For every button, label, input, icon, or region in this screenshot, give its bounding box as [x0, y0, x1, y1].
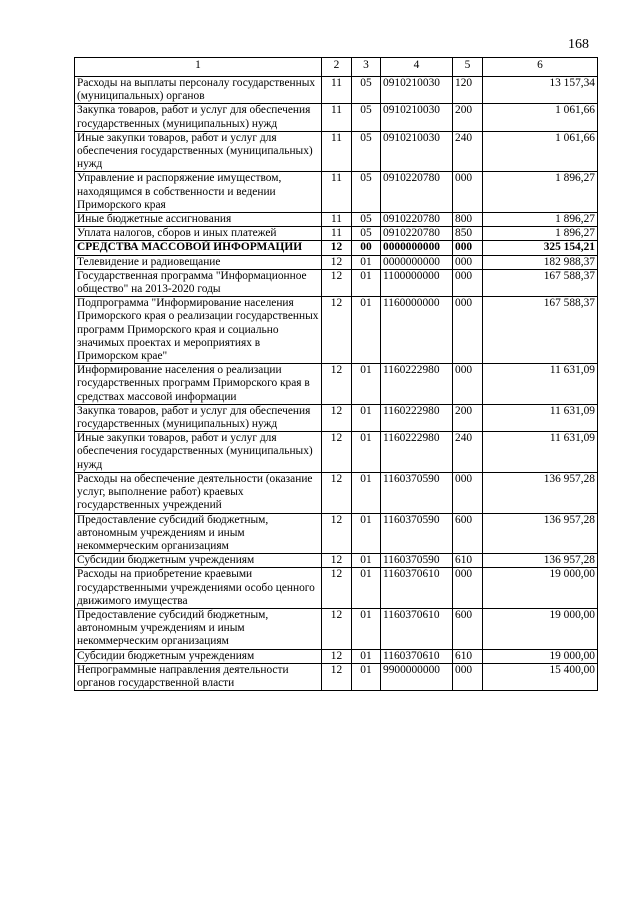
- row-section-cell: 12: [322, 432, 352, 473]
- row-type-cell: 610: [453, 649, 483, 663]
- row-subsection-cell: 01: [352, 608, 381, 649]
- row-subsection-cell: 05: [352, 227, 381, 241]
- row-name-cell: Предоставление субсидий бюджетным, автономным учреждениям и иным некоммерческим организациям: [75, 608, 322, 649]
- row-name-cell: Уплата налогов, сборов и иных платежей: [75, 227, 322, 241]
- row-type-cell: 000: [453, 172, 483, 213]
- row-section-cell: 11: [322, 172, 352, 213]
- row-code-cell: 9900000000: [381, 663, 453, 690]
- row-section-cell: 12: [322, 472, 352, 513]
- row-name-cell: Субсидии бюджетным учреждениям: [75, 649, 322, 663]
- row-subsection-cell: 01: [352, 364, 381, 405]
- table-row: [75, 364, 598, 405]
- row-code-cell: 1160370610: [381, 568, 453, 609]
- row-code-cell: 1160370610: [381, 608, 453, 649]
- row-type-cell: 240: [453, 131, 483, 172]
- table-row: [75, 404, 598, 431]
- row-amount-cell: 167 588,37: [483, 297, 598, 364]
- row-code-cell: 0910210030: [381, 131, 453, 172]
- table-row: [75, 608, 598, 649]
- row-subsection-cell: 01: [352, 472, 381, 513]
- row-code-cell: 0910220780: [381, 172, 453, 213]
- table-row: [75, 172, 598, 213]
- row-section-cell: 11: [322, 213, 352, 227]
- header-cell: 4: [381, 58, 453, 77]
- row-type-cell: 850: [453, 227, 483, 241]
- row-type-cell: 000: [453, 269, 483, 296]
- header-cell: 2: [322, 58, 352, 77]
- row-type-cell: 000: [453, 364, 483, 405]
- row-subsection-cell: 00: [352, 241, 381, 255]
- row-type-cell: 000: [453, 255, 483, 269]
- row-code-cell: 0000000000: [381, 241, 453, 255]
- row-subsection-cell: 05: [352, 172, 381, 213]
- row-name-cell: Предоставление субсидий бюджетным, автономным учреждениям и иным некоммерческим организациям: [75, 513, 322, 554]
- budget-table: [74, 57, 598, 691]
- table-row: [75, 513, 598, 554]
- row-section-cell: 12: [322, 404, 352, 431]
- row-subsection-cell: 01: [352, 432, 381, 473]
- row-subsection-cell: 01: [352, 255, 381, 269]
- row-code-cell: 1160370590: [381, 554, 453, 568]
- row-name-cell: Субсидии бюджетным учреждениям: [75, 554, 322, 568]
- table-row: [75, 131, 598, 172]
- row-section-cell: 11: [322, 131, 352, 172]
- row-section-cell: 12: [322, 364, 352, 405]
- row-amount-cell: 167 588,37: [483, 269, 598, 296]
- row-section-cell: 11: [322, 77, 352, 104]
- row-subsection-cell: 01: [352, 649, 381, 663]
- table-row: [75, 663, 598, 690]
- row-amount-cell: 15 400,00: [483, 663, 598, 690]
- table-row: [75, 554, 598, 568]
- row-subsection-cell: 01: [352, 663, 381, 690]
- row-code-cell: 1160222980: [381, 404, 453, 431]
- row-code-cell: 1160370590: [381, 472, 453, 513]
- row-code-cell: 1160000000: [381, 297, 453, 364]
- page-number: 168: [568, 37, 589, 52]
- row-subsection-cell: 01: [352, 269, 381, 296]
- row-name-cell: Иные закупки товаров, работ и услуг для обеспечения государственных (муниципальных) нужд: [75, 131, 322, 172]
- table-row: [75, 255, 598, 269]
- row-section-cell: 12: [322, 663, 352, 690]
- row-section-cell: 12: [322, 649, 352, 663]
- row-type-cell: 120: [453, 77, 483, 104]
- row-section-cell: 12: [322, 554, 352, 568]
- row-subsection-cell: 05: [352, 104, 381, 131]
- table-row: [75, 241, 598, 255]
- table-row: [75, 297, 598, 364]
- row-name-cell: Иные закупки товаров, работ и услуг для обеспечения государственных (муниципальных) нужд: [75, 432, 322, 473]
- row-name-cell: СРЕДСТВА МАССОВОЙ ИНФОРМАЦИИ: [75, 241, 322, 255]
- row-type-cell: 200: [453, 404, 483, 431]
- row-amount-cell: 19 000,00: [483, 608, 598, 649]
- header-cell: 6: [483, 58, 598, 77]
- row-name-cell: Непрограммные направления деятельности органов государственной власти: [75, 663, 322, 690]
- row-code-cell: 0910220780: [381, 227, 453, 241]
- table-row: [75, 568, 598, 609]
- row-subsection-cell: 05: [352, 77, 381, 104]
- row-name-cell: Расходы на обеспечение деятельности (оказание услуг, выполнение работ) краевых государственных учреждений: [75, 472, 322, 513]
- row-type-cell: 000: [453, 297, 483, 364]
- row-name-cell: Закупка товаров, работ и услуг для обеспечения государственных (муниципальных) нужд: [75, 104, 322, 131]
- table-row: [75, 269, 598, 296]
- row-subsection-cell: 01: [352, 568, 381, 609]
- row-type-cell: 600: [453, 608, 483, 649]
- row-amount-cell: 325 154,21: [483, 241, 598, 255]
- row-type-cell: 600: [453, 513, 483, 554]
- table-row: [75, 77, 598, 104]
- row-amount-cell: 182 988,37: [483, 255, 598, 269]
- row-name-cell: Государственная программа "Информационное общество" на 2013-2020 годы: [75, 269, 322, 296]
- row-amount-cell: 11 631,09: [483, 432, 598, 473]
- row-section-cell: 12: [322, 608, 352, 649]
- table-header-row: [75, 58, 598, 77]
- row-amount-cell: 136 957,28: [483, 472, 598, 513]
- row-section-cell: 12: [322, 568, 352, 609]
- row-amount-cell: 1 896,27: [483, 172, 598, 213]
- row-code-cell: 0910210030: [381, 104, 453, 131]
- row-section-cell: 12: [322, 255, 352, 269]
- row-amount-cell: 1 061,66: [483, 104, 598, 131]
- row-type-cell: 800: [453, 213, 483, 227]
- row-amount-cell: 136 957,28: [483, 513, 598, 554]
- row-amount-cell: 11 631,09: [483, 364, 598, 405]
- header-cell: 3: [352, 58, 381, 77]
- row-amount-cell: 19 000,00: [483, 649, 598, 663]
- table-row: [75, 432, 598, 473]
- row-type-cell: 000: [453, 663, 483, 690]
- row-type-cell: 610: [453, 554, 483, 568]
- row-name-cell: Телевидение и радиовещание: [75, 255, 322, 269]
- row-amount-cell: 13 157,34: [483, 77, 598, 104]
- row-name-cell: Информирование населения о реализации государственных программ Приморского края в средствах массовой информации: [75, 364, 322, 405]
- row-type-cell: 000: [453, 241, 483, 255]
- row-code-cell: 1160222980: [381, 364, 453, 405]
- row-amount-cell: 1 896,27: [483, 227, 598, 241]
- row-code-cell: 0910210030: [381, 77, 453, 104]
- row-subsection-cell: 05: [352, 213, 381, 227]
- row-subsection-cell: 05: [352, 131, 381, 172]
- row-subsection-cell: 01: [352, 404, 381, 431]
- row-name-cell: Расходы на выплаты персоналу государственных (муниципальных) органов: [75, 77, 322, 104]
- row-amount-cell: 136 957,28: [483, 554, 598, 568]
- row-amount-cell: 1 896,27: [483, 213, 598, 227]
- row-section-cell: 12: [322, 241, 352, 255]
- table-row: [75, 104, 598, 131]
- row-type-cell: 000: [453, 472, 483, 513]
- row-name-cell: Иные бюджетные ассигнования: [75, 213, 322, 227]
- row-amount-cell: 1 061,66: [483, 131, 598, 172]
- row-name-cell: Управление и распоряжение имуществом, находящимся в собственности и ведении Приморского края: [75, 172, 322, 213]
- row-name-cell: Подпрограмма "Информирование населения Приморского края о реализации государственных программ Приморского края и социально значимых проектах и мероприятиях в Приморском крае": [75, 297, 322, 364]
- row-section-cell: 11: [322, 104, 352, 131]
- row-section-cell: 12: [322, 513, 352, 554]
- row-section-cell: 12: [322, 269, 352, 296]
- row-section-cell: 12: [322, 297, 352, 364]
- row-code-cell: 1160222980: [381, 432, 453, 473]
- row-section-cell: 11: [322, 227, 352, 241]
- row-type-cell: 240: [453, 432, 483, 473]
- row-code-cell: 0910220780: [381, 213, 453, 227]
- table-row: [75, 472, 598, 513]
- row-code-cell: 1160370590: [381, 513, 453, 554]
- row-name-cell: Расходы на приобретение краевыми государственными учреждениями особо ценного движимого имущества: [75, 568, 322, 609]
- table-row: [75, 213, 598, 227]
- row-type-cell: 000: [453, 568, 483, 609]
- row-subsection-cell: 01: [352, 554, 381, 568]
- row-amount-cell: 11 631,09: [483, 404, 598, 431]
- row-amount-cell: 19 000,00: [483, 568, 598, 609]
- row-code-cell: 1160370610: [381, 649, 453, 663]
- row-subsection-cell: 01: [352, 513, 381, 554]
- row-type-cell: 200: [453, 104, 483, 131]
- row-code-cell: 1100000000: [381, 269, 453, 296]
- header-cell: 5: [453, 58, 483, 77]
- header-cell: 1: [75, 58, 322, 77]
- table-row: [75, 227, 598, 241]
- table-row: [75, 649, 598, 663]
- row-code-cell: 0000000000: [381, 255, 453, 269]
- row-name-cell: Закупка товаров, работ и услуг для обеспечения государственных (муниципальных) нужд: [75, 404, 322, 431]
- row-subsection-cell: 01: [352, 297, 381, 364]
